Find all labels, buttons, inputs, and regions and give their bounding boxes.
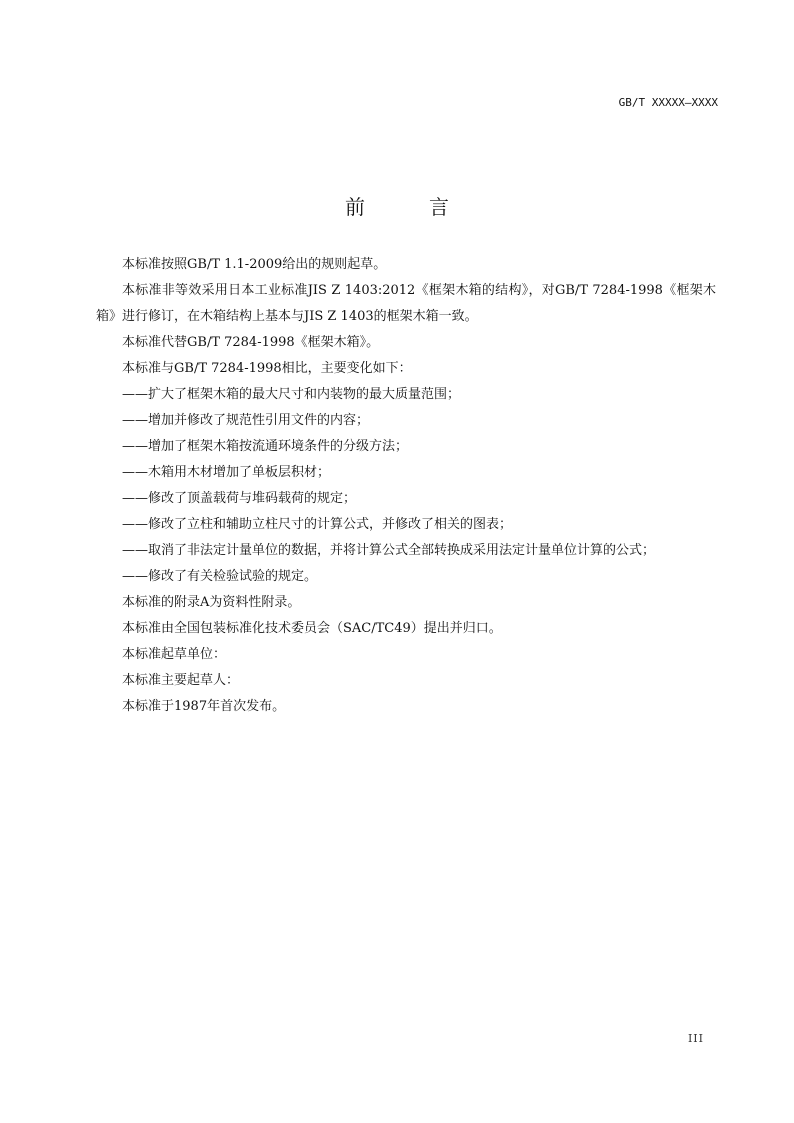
change-item: ——扩大了框架木箱的最大尺寸和内装物的最大质量范围； bbox=[122, 387, 461, 402]
paragraph-committee: 本标准由全国包装标准化技术委员会（SAC/TC49）提出并归口。 bbox=[122, 621, 502, 636]
paragraph-appendix: 本标准的附录A为资料性附录。 bbox=[122, 595, 301, 610]
paragraph-first-release: 本标准于1987年首次发布。 bbox=[122, 699, 286, 714]
change-item: ——增加了框架木箱按流通环境条件的分级方法； bbox=[122, 439, 409, 454]
paragraph-drafting-units: 本标准起草单位： bbox=[122, 647, 227, 662]
page-number: III bbox=[687, 1032, 704, 1045]
paragraph-changes-intro: 本标准与GB/T 7284-1998相比，主要变化如下： bbox=[122, 361, 412, 376]
change-item: ——取消了非法定计量单位的数据，并将计算公式全部转换成采用法定计量单位计算的公式； bbox=[122, 543, 656, 558]
change-item: ——木箱用木材增加了单板层积材； bbox=[122, 465, 331, 480]
change-item: ——修改了立柱和辅助立柱尺寸的计算公式，并修改了相关的图表； bbox=[122, 517, 513, 532]
paragraph-drafting-rules: 本标准按照GB/T 1.1-2009给出的规则起草。 bbox=[122, 257, 387, 272]
change-item: ——增加并修改了规范性引用文件的内容； bbox=[122, 413, 370, 428]
page-title: 前 言 bbox=[345, 195, 471, 220]
paragraph-drafters: 本标准主要起草人： bbox=[122, 673, 240, 688]
paragraph-replaces: 本标准代替GB/T 7284-1998《框架木箱》。 bbox=[122, 335, 380, 350]
paragraph-adoption: 本标准非等效采用日本工业标准JIS Z 1403:2012《框架木箱的结构》，对GB/T 7284-1998《框架木箱》进行修订，在木箱结构上基本与JIS Z 1403的框架木箱一致。 bbox=[96, 283, 716, 324]
change-item: ——修改了顶盖载荷与堆码载荷的规定； bbox=[122, 491, 357, 506]
foreword-body bbox=[96, 252, 716, 720]
change-item: ——修改了有关检验试验的规定。 bbox=[122, 569, 318, 584]
standard-code: GB/T XXXXX—XXXX bbox=[618, 96, 718, 109]
